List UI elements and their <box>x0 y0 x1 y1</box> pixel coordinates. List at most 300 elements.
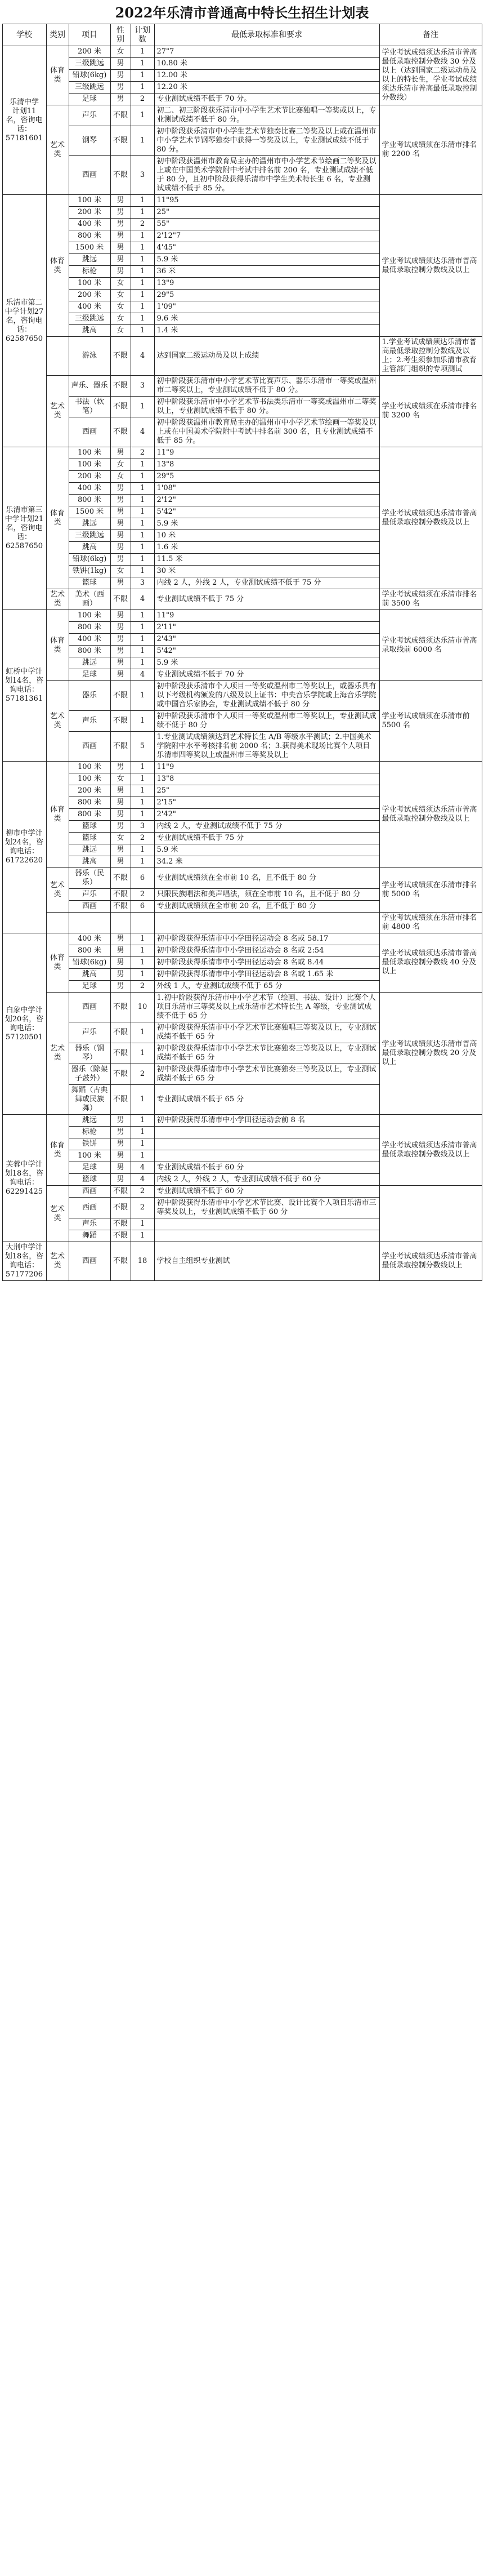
note-cell: 学业考试成绩须达乐清市普高最低录取控制分数线及以上 <box>379 762 482 868</box>
sex-cell: 女 <box>110 313 131 325</box>
sex-cell: 男 <box>110 518 131 530</box>
plan-count-cell: 1 <box>131 506 154 518</box>
item-cell: 跳高 <box>69 325 110 337</box>
sex-cell: 男 <box>110 1138 131 1150</box>
requirement-cell: 初中阶段获得乐清市中小学田径运动会前 8 名 <box>154 1115 379 1127</box>
note-cell: 学业考试成绩须在乐清市排名前 3500 名 <box>379 589 482 610</box>
plan-count-cell <box>131 913 154 933</box>
plan-count-cell: 4 <box>131 417 154 447</box>
table-row <box>2 195 482 207</box>
item-cell: 西画 <box>69 1186 110 1198</box>
requirement-cell: 初中阶段获乐清市个人项目一等奖或温州市二等奖以上，或器乐具有以下考级机构颁发的八级及以上证书：中央音乐学院或上海音乐学院或中国音乐家协会，专业测试成绩不低于 80 分 <box>154 681 379 711</box>
item-cell: 400 米 <box>69 219 110 230</box>
table-row <box>2 933 482 945</box>
sex-cell: 男 <box>110 844 131 856</box>
requirement-cell <box>154 913 379 933</box>
requirement-cell: 4'45" <box>154 242 379 254</box>
item-cell: 跳远 <box>69 657 110 669</box>
plan-count-cell: 6 <box>131 868 154 889</box>
requirement-cell: 初中阶段获乐清市个人项目一等奖或温州市二等奖以上，专业测试成绩不低于 80 分 <box>154 711 379 732</box>
sex-cell: 男 <box>110 622 131 634</box>
requirement-cell: 内线 2 人，专业测试成绩不低于 75 分 <box>154 821 379 833</box>
requirement-cell <box>154 1150 379 1162</box>
requirement-cell: 专业测试成绩不低于 60 分 <box>154 1162 379 1174</box>
sex-cell: 不限 <box>110 589 131 610</box>
school-name-cell: 乐清市第三中学计划21名，咨询电话：62587650 <box>2 447 46 610</box>
plan-count-cell: 1 <box>131 530 154 542</box>
table-row <box>2 868 482 889</box>
table-row <box>2 105 482 126</box>
item-cell: 器乐 <box>69 681 110 711</box>
document-title: 2022年乐清市普通高中特长生招生计划表 <box>115 5 369 21</box>
sex-cell: 不限 <box>110 1218 131 1230</box>
item-cell: 三级跳远 <box>69 82 110 94</box>
note-cell: 学业考试成绩须达乐清市普高录取线前 6000 名 <box>379 610 482 681</box>
item-cell: 200 米 <box>69 46 110 58</box>
requirement-cell: 5.9 米 <box>154 254 379 266</box>
item-cell: 200 米 <box>69 290 110 301</box>
item-cell: 声乐 <box>69 889 110 901</box>
item-cell: 100 米 <box>69 459 110 471</box>
plan-count-cell: 1 <box>131 554 154 566</box>
requirement-cell: 初中阶段获得乐清市中小学艺术节比赛、设计比赛个人项目乐清市三等奖及以上，专业测试成绩不低于 60 分 <box>154 1198 379 1218</box>
requirement-cell: 13"9 <box>154 278 379 290</box>
requirement-cell: 12.20 米 <box>154 82 379 94</box>
requirement-cell: 12.00 米 <box>154 70 379 82</box>
table-header-row <box>2 24 482 46</box>
requirement-cell: 36 米 <box>154 266 379 278</box>
category-cell <box>46 913 69 933</box>
requirement-cell: 只限民族唱法和美声唱法，须在全市前 10 名，且不低于 80 分 <box>154 889 379 901</box>
plan-count-cell: 1 <box>131 105 154 126</box>
requirement-cell: 1.专业测试成绩须达到艺术特长生 A/B 等级水平测试；2.中国美术学院附中水平考核排名前 2000 名；3.获得美术现场比赛个人项目乐清市四等奖以上或温州市三等奖及以上 <box>154 732 379 762</box>
note-cell: 1.学业考试成绩须达乐清市普高最低录取控制分数线及以上；2.考生须参加乐清市教育主管部门组织的专项测试 <box>379 337 482 376</box>
header-plan-count: 计划数 <box>131 24 154 46</box>
category-cell: 艺术类 <box>46 589 69 610</box>
plan-count-cell: 1 <box>131 195 154 207</box>
table-row <box>2 376 482 397</box>
item-cell: 400 米 <box>69 483 110 495</box>
requirement-cell: 25" <box>154 207 379 219</box>
item-cell: 跳高 <box>69 856 110 868</box>
requirement-cell: 29"5 <box>154 471 379 483</box>
requirement-cell: 初中阶段获乐清市中小学艺术节书法类乐清市一等奖或温州市二等奖以上，专业测试成绩不低于 80 分。 <box>154 397 379 417</box>
requirement-cell: 初中阶段获温州市教育局主办的温州市中小学艺术节绘画二等奖及以上或在中国美术学院附中考试中排名前 200 名，专业测试成绩不低于 80 分，且初中阶段获得乐清市中学生美术特长生 6 名，专业测试成绩不低于 85 分。 <box>154 156 379 195</box>
plan-count-cell: 1 <box>131 622 154 634</box>
plan-count-cell: 2 <box>131 219 154 230</box>
sex-cell: 不限 <box>110 337 131 376</box>
sex-cell: 男 <box>110 785 131 797</box>
item-cell: 舞蹈（古典舞或民族舞） <box>69 1085 110 1115</box>
sex-cell: 女 <box>110 46 131 58</box>
category-cell: 体育类 <box>46 195 69 337</box>
sex-cell: 男 <box>110 506 131 518</box>
item-cell: 标枪 <box>69 266 110 278</box>
requirement-cell: 5.9 米 <box>154 518 379 530</box>
item-cell: 三级跳远 <box>69 313 110 325</box>
requirement-cell: 专业测试成绩不低于 75 分 <box>154 833 379 844</box>
sex-cell: 男 <box>110 483 131 495</box>
plan-count-cell: 1 <box>131 634 154 646</box>
plan-count-cell: 4 <box>131 1162 154 1174</box>
requirement-cell: 初二、初三阶段获乐清市中小学生艺术节比赛独唱一等奖或以上，专业测试成绩不低于 80 分。 <box>154 105 379 126</box>
plan-count-cell: 1 <box>131 945 154 957</box>
plan-count-cell: 1 <box>131 254 154 266</box>
item-cell: 跳远 <box>69 1115 110 1127</box>
enrollment-plan-table <box>2 24 482 1281</box>
category-cell: 艺术类 <box>46 105 69 195</box>
requirement-cell: 11"95 <box>154 195 379 207</box>
plan-count-cell: 1 <box>131 518 154 530</box>
sex-cell: 男 <box>110 1127 131 1138</box>
plan-count-cell: 2 <box>131 1198 154 1218</box>
item-cell: 西画 <box>69 1242 110 1281</box>
requirement-cell: 30 米 <box>154 566 379 577</box>
item-cell: 声乐 <box>69 105 110 126</box>
sex-cell: 女 <box>110 325 131 337</box>
plan-count-cell: 1 <box>131 957 154 969</box>
item-cell: 800 米 <box>69 622 110 634</box>
table-row <box>2 1115 482 1127</box>
item-cell: 800 米 <box>69 945 110 957</box>
plan-count-cell: 18 <box>131 1242 154 1281</box>
item-cell: 400 米 <box>69 634 110 646</box>
item-cell: 100 米 <box>69 1150 110 1162</box>
item-cell: 跳远 <box>69 518 110 530</box>
sex-cell: 不限 <box>110 901 131 913</box>
plan-count-cell: 1 <box>131 70 154 82</box>
requirement-cell <box>154 1230 379 1242</box>
sex-cell: 男 <box>110 933 131 945</box>
item-cell: 800 米 <box>69 646 110 657</box>
item-cell: 足球 <box>69 1162 110 1174</box>
plan-count-cell: 4 <box>131 337 154 376</box>
requirement-cell: 2'42" <box>154 809 379 821</box>
plan-count-cell: 1 <box>131 566 154 577</box>
requirement-cell: 初中阶段获温州市教育局主办的温州市中小学艺术节绘画一等奖及以上或在中国美术学院附中考试中排名前 300 名，且专业测试成绩不低于 85 分。 <box>154 417 379 447</box>
note-cell: 学业考试成绩须在乐清市前 5500 名 <box>379 681 482 762</box>
item-cell: 1500 米 <box>69 506 110 518</box>
note-cell: 学业考试成绩须达乐清市普高最低录取控制分数线 40 分及以上 <box>379 933 482 993</box>
sex-cell: 男 <box>110 981 131 993</box>
sex-cell: 男 <box>110 554 131 566</box>
requirement-cell: 10.80 米 <box>154 58 379 70</box>
requirement-cell: 5.9 米 <box>154 844 379 856</box>
sex-cell: 男 <box>110 94 131 105</box>
item-cell: 100 米 <box>69 762 110 773</box>
plan-count-cell: 2 <box>131 889 154 901</box>
sex-cell: 女 <box>110 278 131 290</box>
table-row <box>2 1242 482 1281</box>
requirement-cell: 2'12"7 <box>154 230 379 242</box>
table-row <box>2 913 482 933</box>
table-row <box>2 589 482 610</box>
note-cell: 学业考试成绩须达乐清市普高最低录取控制分数线及以上 <box>379 447 482 589</box>
plan-count-cell: 1 <box>131 646 154 657</box>
requirement-cell: 初中阶段获得乐清市中小学田径运动会 8 名或 1.65 米 <box>154 969 379 981</box>
requirement-cell: 5'42" <box>154 646 379 657</box>
plan-count-cell: 1 <box>131 46 154 58</box>
sex-cell: 不限 <box>110 1230 131 1242</box>
category-cell: 体育类 <box>46 762 69 868</box>
plan-count-cell: 3 <box>131 821 154 833</box>
note-cell: 学业考试成绩须在乐清市排名前 4800 名 <box>379 913 482 933</box>
item-cell: 书法（软笔） <box>69 397 110 417</box>
plan-count-cell: 2 <box>131 981 154 993</box>
item-cell: 器乐（除架子鼓外） <box>69 1064 110 1085</box>
item-cell: 800 米 <box>69 230 110 242</box>
plan-count-cell: 10 <box>131 993 154 1022</box>
plan-count-cell: 4 <box>131 669 154 681</box>
requirement-cell: 29"5 <box>154 290 379 301</box>
plan-count-cell: 1 <box>131 969 154 981</box>
requirement-cell: 55" <box>154 219 379 230</box>
plan-count-cell: 1 <box>131 483 154 495</box>
plan-count-cell: 1 <box>131 207 154 219</box>
item-cell: 跳高 <box>69 542 110 554</box>
plan-count-cell: 1 <box>131 230 154 242</box>
requirement-cell: 学校自主组织专业测试 <box>154 1242 379 1281</box>
category-cell: 体育类 <box>46 46 69 105</box>
requirement-cell: 11"9 <box>154 762 379 773</box>
plan-count-cell: 1 <box>131 610 154 622</box>
table-row <box>2 337 482 376</box>
requirement-cell: 初中阶段获得乐清市中小学田径运动会 8 名或 2:54 <box>154 945 379 957</box>
sex-cell: 男 <box>110 70 131 82</box>
sex-cell: 女 <box>110 833 131 844</box>
item-cell: 铅球(6kg) <box>69 554 110 566</box>
plan-count-cell: 1 <box>131 495 154 506</box>
school-name-cell: 虹桥中学计划14名，咨询电话：57181361 <box>2 610 46 762</box>
sex-cell: 男 <box>110 1150 131 1162</box>
item-cell: 100 米 <box>69 610 110 622</box>
plan-count-cell: 2 <box>131 833 154 844</box>
plan-count-cell: 1 <box>131 542 154 554</box>
sex-cell: 不限 <box>110 993 131 1022</box>
sex-cell: 男 <box>110 646 131 657</box>
sex-cell: 不限 <box>110 868 131 889</box>
item-cell: 声乐 <box>69 1022 110 1043</box>
sex-cell: 男 <box>110 577 131 589</box>
item-cell: 标枪 <box>69 1127 110 1138</box>
header-note: 备注 <box>379 24 482 46</box>
sex-cell: 男 <box>110 58 131 70</box>
sex-cell: 不限 <box>110 397 131 417</box>
sex-cell: 男 <box>110 634 131 646</box>
sex-cell: 男 <box>110 1115 131 1127</box>
item-cell: 三级跳远 <box>69 58 110 70</box>
plan-count-cell: 1 <box>131 325 154 337</box>
note-cell <box>379 1186 482 1242</box>
requirement-cell: 专业测试成绩不低于 70 分 <box>154 669 379 681</box>
school-name-cell: 芙蓉中学计划18名，咨询电话：62291425 <box>2 1115 46 1242</box>
plan-count-cell: 1 <box>131 266 154 278</box>
requirement-cell: 1.初中阶段获得乐清市中小学艺术节（绘画、书法、设计）比赛个人项目乐清市三等奖及以上或乐清市艺术特长生 A 等级，专业测试成绩不低于 65 分 <box>154 993 379 1022</box>
requirement-cell: 2'15" <box>154 797 379 809</box>
plan-count-cell: 1 <box>131 1022 154 1043</box>
note-cell: 学业考试成绩须达乐清市普高最低录取控制分数线以上 <box>379 1242 482 1281</box>
item-cell: 跳远 <box>69 254 110 266</box>
note-cell: 学业考试成绩须达乐清市普高最低录取控制分数线 20 分及以上 <box>379 993 482 1115</box>
item-cell: 篮球 <box>69 821 110 833</box>
plan-count-cell: 3 <box>131 577 154 589</box>
table-row <box>2 46 482 58</box>
item-cell: 800 米 <box>69 809 110 821</box>
category-cell: 体育类 <box>46 610 69 681</box>
plan-count-cell: 1 <box>131 290 154 301</box>
sex-cell: 男 <box>110 821 131 833</box>
sex-cell: 不限 <box>110 889 131 901</box>
plan-count-cell: 1 <box>131 278 154 290</box>
requirement-cell: 初中阶段获得乐清市中小学艺术节比赛独奏三等奖及以上，专业测试成绩不低于 65 分 <box>154 1043 379 1064</box>
plan-count-cell: 1 <box>131 1043 154 1064</box>
plan-count-cell: 1 <box>131 681 154 711</box>
requirement-cell: 内线 2 人，外线 2 人，专业测试成绩不低于 60 分 <box>154 1174 379 1186</box>
sex-cell: 男 <box>110 230 131 242</box>
category-cell: 体育类 <box>46 1115 69 1186</box>
table-row <box>2 681 482 711</box>
page <box>0 0 484 1281</box>
item-cell: 西画 <box>69 156 110 195</box>
sex-cell: 男 <box>110 266 131 278</box>
sex-cell: 女 <box>110 290 131 301</box>
plan-count-cell: 2 <box>131 1186 154 1198</box>
requirement-cell: 1.6 米 <box>154 542 379 554</box>
item-cell: 钢琴 <box>69 126 110 156</box>
sex-cell: 男 <box>110 957 131 969</box>
item-cell: 篮球 <box>69 1174 110 1186</box>
sex-cell: 男 <box>110 542 131 554</box>
sex-cell: 女 <box>110 773 131 785</box>
plan-count-cell: 3 <box>131 156 154 195</box>
item-cell: 200 米 <box>69 785 110 797</box>
plan-count-cell: 6 <box>131 901 154 913</box>
sex-cell: 女 <box>110 459 131 471</box>
school-name-cell: 大荆中学计划18名，咨询电话：57177206 <box>2 1242 46 1281</box>
requirement-cell: 专业测试成绩不低于 60 分 <box>154 1186 379 1198</box>
sex-cell: 男 <box>110 610 131 622</box>
plan-count-cell: 1 <box>131 657 154 669</box>
requirement-cell: 11.5 米 <box>154 554 379 566</box>
note-cell: 学业考试成绩须达乐清市普高最低录取控制分数线 30 分及以上（达到国家二级运动员及以上的特长生，学业考试成绩须达乐清市普高最低录取控制分数线） <box>379 46 482 105</box>
requirement-cell: 初中阶段获乐清市中小学艺术节比赛声乐、器乐乐清市一等奖或温州市二等奖以上，专业测试成绩不低于 80 分。 <box>154 376 379 397</box>
plan-count-cell: 1 <box>131 785 154 797</box>
plan-count-cell: 1 <box>131 471 154 483</box>
sex-cell: 女 <box>110 301 131 313</box>
requirement-cell: 11"9 <box>154 610 379 622</box>
header-requirement: 最低录取标准和要求 <box>154 24 379 46</box>
sex-cell: 男 <box>110 657 131 669</box>
note-cell: 学业考试成绩须在乐清市排名前 5000 名 <box>379 868 482 913</box>
sex-cell: 不限 <box>110 126 131 156</box>
sex-cell <box>110 913 131 933</box>
plan-count-cell: 1 <box>131 126 154 156</box>
requirement-cell: 2'12" <box>154 495 379 506</box>
item-cell: 西画 <box>69 901 110 913</box>
sex-cell: 男 <box>110 1174 131 1186</box>
item-cell: 100 米 <box>69 195 110 207</box>
requirement-cell: 初中阶段获得乐清市中小学艺术节比赛独唱三等奖及以上，专业测试成绩不低于 65 分 <box>154 1022 379 1043</box>
sex-cell: 男 <box>110 530 131 542</box>
school-name-cell: 柳市中学计划24名，咨询电话：61722620 <box>2 762 46 933</box>
plan-count-cell: 1 <box>131 856 154 868</box>
item-cell: 西画 <box>69 732 110 762</box>
sex-cell: 不限 <box>110 376 131 397</box>
category-cell: 艺术类 <box>46 681 69 762</box>
requirement-cell: 34.2 米 <box>154 856 379 868</box>
header-item: 项目 <box>69 24 110 46</box>
note-cell: 学业考试成绩须达乐清市普高最低录取控制分数线及以上 <box>379 1115 482 1186</box>
sex-cell: 不限 <box>110 711 131 732</box>
plan-count-cell: 1 <box>131 1230 154 1242</box>
item-cell: 声乐 <box>69 711 110 732</box>
sex-cell: 男 <box>110 219 131 230</box>
category-cell <box>46 337 69 376</box>
item-cell: 美术（西画） <box>69 589 110 610</box>
plan-count-cell: 1 <box>131 58 154 70</box>
sex-cell: 不限 <box>110 681 131 711</box>
item-cell: 西画 <box>69 417 110 447</box>
plan-count-cell: 1 <box>131 797 154 809</box>
item-cell: 西画 <box>69 1198 110 1218</box>
plan-count-cell: 1 <box>131 459 154 471</box>
requirement-cell: 初中阶段获得乐清市中小学田径运动会 8 名或 58.17 <box>154 933 379 945</box>
plan-count-cell: 1 <box>131 397 154 417</box>
category-cell: 艺术类 <box>46 868 69 913</box>
requirement-cell: 2'43" <box>154 634 379 646</box>
requirement-cell: 5.9 米 <box>154 657 379 669</box>
requirement-cell: 初中阶段获得乐清市中小学田径运动会 8 名或 8.44 <box>154 957 379 969</box>
sex-cell: 男 <box>110 82 131 94</box>
sex-cell: 男 <box>110 207 131 219</box>
item-cell: 800 米 <box>69 797 110 809</box>
item-cell: 三级跳远 <box>69 530 110 542</box>
plan-count-cell: 1 <box>131 242 154 254</box>
sex-cell: 男 <box>110 447 131 459</box>
requirement-cell: 初中阶段获得乐清市中小学艺术节比赛独奏三等奖及以上，专业测试成绩不低于 65 分 <box>154 1064 379 1085</box>
category-cell: 体育类 <box>46 447 69 589</box>
plan-count-cell: 1 <box>131 1127 154 1138</box>
plan-count-cell: 1 <box>131 933 154 945</box>
requirement-cell: 初中阶段获乐清市中小学生艺术节独奏比赛二等奖及以上或在温州市中小学艺术节钢琴独奏中获得一等奖及以上，专业测试成绩不低于 80 分。 <box>154 126 379 156</box>
requirement-cell <box>154 1127 379 1138</box>
item-cell: 400 米 <box>69 301 110 313</box>
item-cell: 铅球(6kg) <box>69 70 110 82</box>
item-cell: 舞蹈 <box>69 1230 110 1242</box>
requirement-cell: 专业测试成绩须在全市前 20 名，且不低于 80 分 <box>154 901 379 913</box>
requirement-cell: 达到国家二级运动员及以上成绩 <box>154 337 379 376</box>
plan-count-cell: 1 <box>131 1218 154 1230</box>
sex-cell: 不限 <box>110 417 131 447</box>
sex-cell: 男 <box>110 856 131 868</box>
item-cell: 铁饼 <box>69 1138 110 1150</box>
plan-count-cell: 1 <box>131 1085 154 1115</box>
category-cell: 体育类 <box>46 933 69 993</box>
requirement-cell: 内线 2 人，外线 2 人，专业测试成绩不低于 75 分 <box>154 577 379 589</box>
requirement-cell: 专业测试成绩须在全市前 10 名，且不低于 80 分 <box>154 868 379 889</box>
requirement-cell: 13"8 <box>154 459 379 471</box>
item-cell: 100 米 <box>69 447 110 459</box>
note-cell: 学业考试成绩须在乐清市排名前 3200 名 <box>379 376 482 447</box>
item-cell: 足球 <box>69 669 110 681</box>
plan-count-cell: 1 <box>131 762 154 773</box>
item-cell: 足球 <box>69 94 110 105</box>
item-cell: 声乐、器乐 <box>69 376 110 397</box>
sex-cell: 女 <box>110 566 131 577</box>
plan-count-cell: 2 <box>131 1064 154 1085</box>
category-cell: 艺术类 <box>46 376 69 447</box>
sex-cell: 男 <box>110 242 131 254</box>
